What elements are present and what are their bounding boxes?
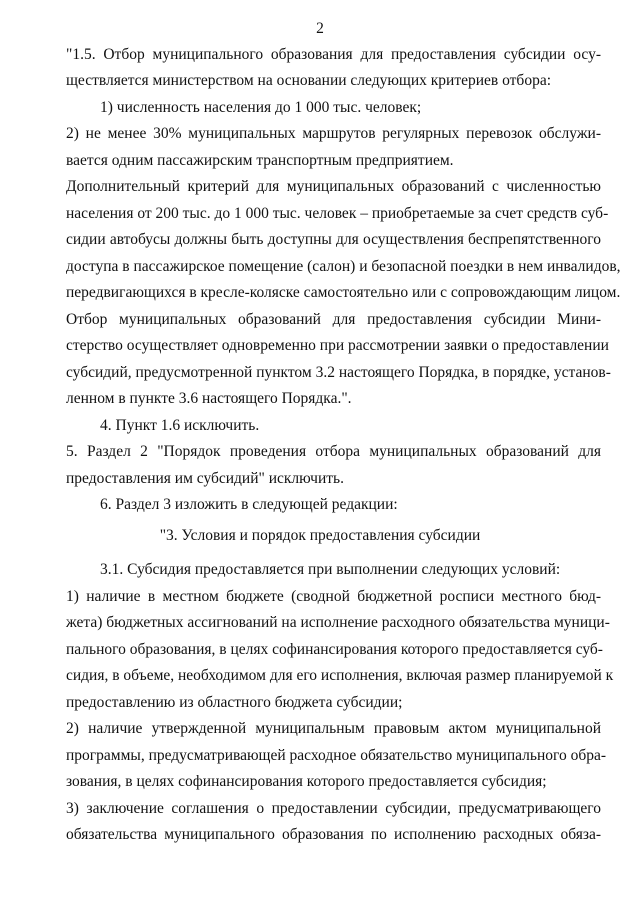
text-line: 2) наличие утвержденной муниципальным правовым актом муниципальной — [66, 720, 601, 737]
text-line: жета) бюджетных ассигнований на исполнение расходного обязательства муници- — [66, 614, 610, 631]
text-line: Отбор муниципальных образований для предоставления субсидии Мини- — [66, 311, 601, 328]
text-line: ленном в пункте 3.6 настоящего Порядка.". — [66, 390, 352, 407]
text-line: Дополнительный критерий для муниципальных образований с численностью — [66, 178, 601, 195]
text-line: пального образования, в целях софинансирования которого предоставляется суб- — [66, 641, 603, 658]
text-line: 6. Раздел 3 изложить в следующей редакции: — [100, 496, 398, 513]
text-line: 3) заключение соглашения о предоставлении субсидии, предусматривающего — [66, 800, 601, 817]
text-line: стерство осуществляет одновременно при рассмотрении заявки о предоставлении — [66, 337, 609, 354]
text-line: 2) не менее 30% муниципальных маршрутов регулярных перевозок обслужи- — [66, 125, 601, 142]
section-heading: "3. Условия и порядок предоставления субсидии — [159, 527, 481, 544]
text-line: программы, предусматривающей расходное обязательство муниципального обра- — [66, 747, 607, 764]
text-line: доступа в пассажирское помещение (салон) и безопасной поездки в нем инвалидов, — [66, 258, 621, 275]
text-line: зования, в целях софинансирования которого предоставляется субсидия; — [66, 773, 547, 790]
text-line: обязательства муниципального образования по исполнению расходных обяза- — [66, 826, 601, 843]
text-line: 4. Пункт 1.6 исключить. — [100, 417, 260, 434]
text-line: субсидий, предусмотренной пунктом 3.2 настоящего Порядка, в порядке, установ- — [66, 364, 611, 381]
text-line: 1) наличие в местном бюджете (сводной бюджетной росписи местного бюд- — [66, 588, 601, 605]
text-line: сидии автобусы должны быть доступны для осуществления беспрепятственного — [66, 231, 601, 248]
text-line: "1.5. Отбор муниципального образования для предоставления субсидии осу- — [66, 46, 601, 63]
text-line: предоставлению из областного бюджета субсидии; — [66, 694, 403, 711]
page-number: 2 — [316, 20, 324, 37]
text-line: населения от 200 тыс. до 1 000 тыс. человек – приобретаемые за счет средств суб- — [66, 205, 609, 222]
text-line: 1) численность населения до 1 000 тыс. человек; — [100, 99, 422, 116]
text-line: вается одним пассажирским транспортным предприятием. — [66, 152, 454, 169]
text-line: 5. Раздел 2 "Порядок проведения отбора муниципальных образований для — [66, 443, 601, 460]
text-line: 3.1. Субсидия предоставляется при выполнении следующих условий: — [100, 561, 561, 578]
text-line: сидия, в объеме, необходимом для его исполнения, включая размер планируемой к — [66, 667, 614, 684]
text-line: ществляется министерством на основании следующих критериев отбора: — [66, 72, 552, 89]
text-line: передвигающихся в кресле-коляске самостоятельно или с сопровождающим лицом. — [66, 284, 621, 301]
text-line: предоставления им субсидий" исключить. — [66, 470, 344, 487]
